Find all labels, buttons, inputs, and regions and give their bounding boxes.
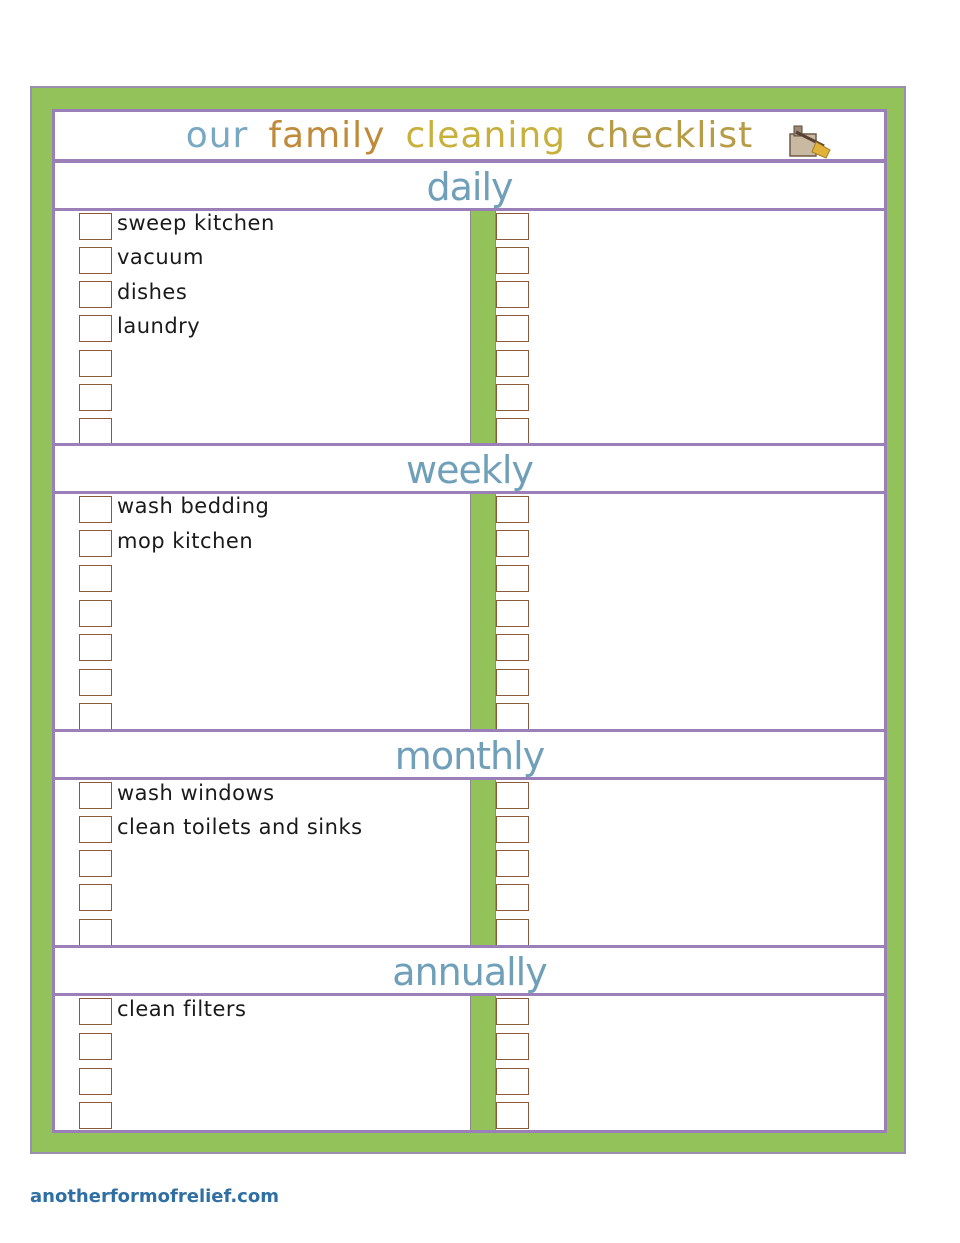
checkbox[interactable]	[79, 998, 112, 1025]
checkbox[interactable]	[79, 884, 112, 911]
checkbox[interactable]	[79, 600, 112, 627]
title-word-family: family	[268, 115, 386, 156]
checkbox[interactable]	[496, 634, 529, 661]
checkbox[interactable]	[79, 850, 112, 877]
checkbox[interactable]	[496, 496, 529, 523]
column-divider	[470, 996, 496, 1130]
weekly-heading: weekly	[406, 448, 533, 492]
checkbox[interactable]	[79, 530, 112, 557]
annually-rows	[55, 996, 884, 1130]
checkbox[interactable]	[496, 1102, 529, 1129]
checkbox[interactable]	[496, 281, 529, 308]
section-heading-weekly	[55, 443, 884, 494]
checkbox[interactable]	[496, 315, 529, 342]
section-heading-monthly	[55, 729, 884, 780]
task-label: dishes	[117, 280, 188, 304]
checkbox[interactable]	[79, 1102, 112, 1129]
annually-heading: annually	[392, 950, 547, 994]
checkbox[interactable]	[496, 1033, 529, 1060]
checkbox[interactable]	[79, 782, 112, 809]
title-word-cleaning: cleaning	[405, 115, 566, 156]
task-label: sweep kitchen	[117, 211, 275, 235]
checkbox[interactable]	[496, 418, 529, 445]
title-band	[55, 112, 884, 162]
title-word-our: our	[185, 115, 249, 156]
checkbox[interactable]	[496, 530, 529, 557]
task-label: laundry	[117, 314, 201, 338]
checkbox[interactable]	[79, 565, 112, 592]
checkbox[interactable]	[79, 281, 112, 308]
weekly-rows	[55, 494, 884, 730]
checkbox[interactable]	[496, 998, 529, 1025]
checkbox[interactable]	[496, 782, 529, 809]
column-divider	[470, 211, 496, 444]
section-heading-daily	[55, 160, 884, 211]
checkbox[interactable]	[79, 213, 112, 240]
task-label: wash windows	[117, 781, 275, 805]
monthly-rows	[55, 780, 884, 946]
column-divider	[470, 494, 496, 730]
daily-heading: daily	[426, 165, 513, 209]
checkbox[interactable]	[79, 384, 112, 411]
checkbox[interactable]	[79, 1033, 112, 1060]
checkbox[interactable]	[496, 919, 529, 946]
task-label: clean toilets and sinks	[117, 815, 363, 839]
checkbox[interactable]	[79, 816, 112, 843]
section-heading-annually	[55, 945, 884, 996]
checkbox[interactable]	[496, 600, 529, 627]
site-url: anotherformofrelief.com	[30, 1186, 279, 1207]
daily-rows	[55, 211, 884, 444]
checkbox[interactable]	[79, 1068, 112, 1095]
checkbox[interactable]	[496, 213, 529, 240]
checkbox[interactable]	[79, 669, 112, 696]
checkbox[interactable]	[79, 496, 112, 523]
monthly-heading: monthly	[394, 734, 545, 778]
task-label: mop kitchen	[117, 529, 254, 553]
checkbox[interactable]	[496, 1068, 529, 1095]
broom-dustpan-icon	[788, 120, 832, 160]
column-divider	[470, 780, 496, 946]
task-label: wash bedding	[117, 494, 270, 518]
checkbox[interactable]	[79, 634, 112, 661]
checkbox[interactable]	[496, 247, 529, 274]
checkbox[interactable]	[79, 418, 112, 445]
checkbox[interactable]	[79, 350, 112, 377]
checkbox[interactable]	[79, 247, 112, 274]
checkbox[interactable]	[496, 816, 529, 843]
checkbox[interactable]	[79, 919, 112, 946]
title-word-checklist: checklist	[586, 115, 754, 156]
task-label: vacuum	[117, 245, 204, 269]
page-title	[55, 112, 884, 160]
task-label: clean filters	[117, 997, 247, 1021]
checkbox[interactable]	[496, 350, 529, 377]
checkbox[interactable]	[496, 669, 529, 696]
checkbox[interactable]	[79, 315, 112, 342]
checkbox[interactable]	[496, 703, 529, 730]
checkbox[interactable]	[79, 703, 112, 730]
checkbox[interactable]	[496, 850, 529, 877]
checkbox[interactable]	[496, 565, 529, 592]
checkbox[interactable]	[496, 884, 529, 911]
checkbox[interactable]	[496, 384, 529, 411]
